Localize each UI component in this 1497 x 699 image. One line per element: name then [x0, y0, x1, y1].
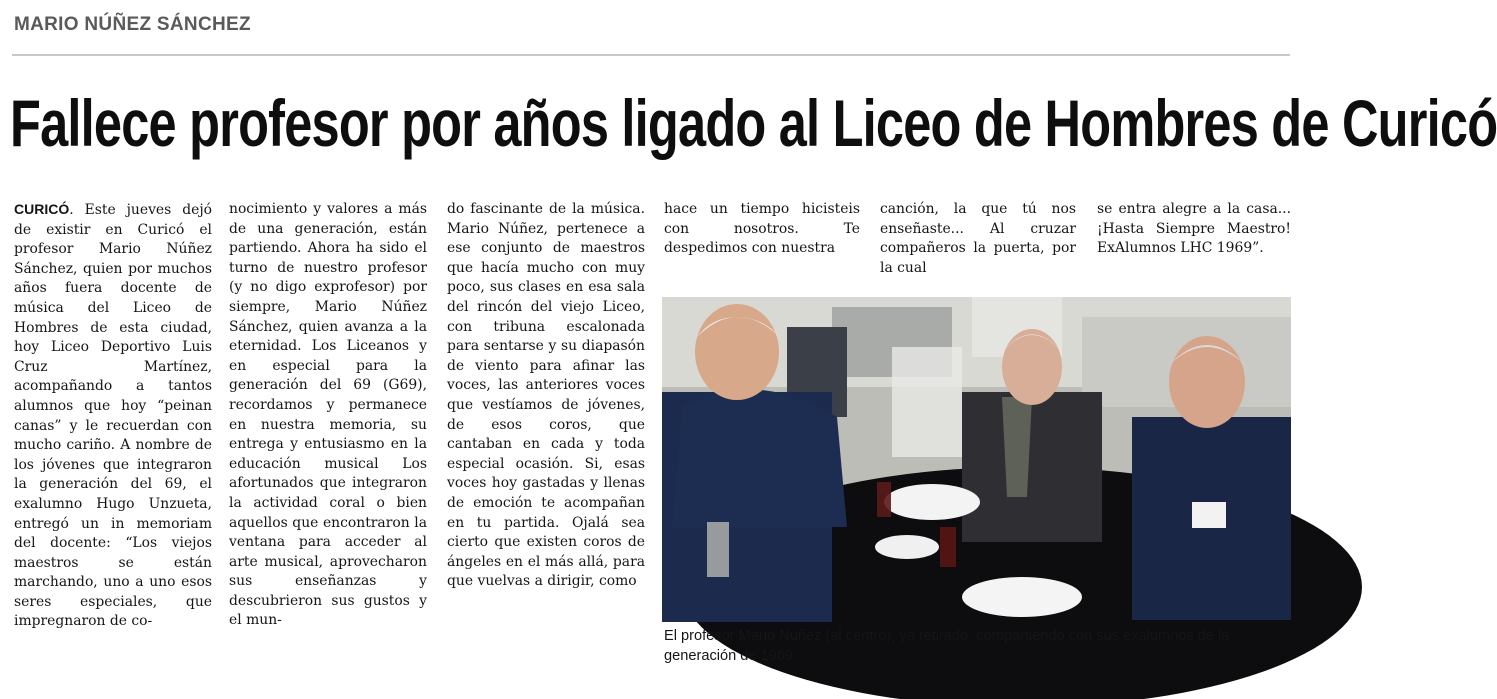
dateline: CURICÓ	[14, 201, 70, 217]
article-column-5	[880, 200, 1076, 278]
article-column-1	[14, 200, 212, 632]
article-photo	[662, 297, 1291, 620]
article-text-1: . Este jueves dejó de existir en Curicó el profesor Mario Núñez Sánchez, quien por muchos años fuera docente de música del Liceo de Hombres de esta ciudad, hoy Liceo Deportivo Luis Cruz Martínez, acompañando a tantos alumnos que hoy “peinan canas” y le recuerdan con mucho cariño. A nombre de los jóvenes que integraron la generación del 69, el exalumno Hugo Unzueta, entregó un in memoriam del docente: “Los viejos maestros se están marchando, uno a uno esos seres especiales, que impregnaron de co-	[14, 202, 212, 630]
article-text-5: canción, la que tú nos enseñaste... Al cruzar compañeros la puerta, por la cual	[880, 201, 1076, 276]
photo-caption: El profesor Mario Núñez (al centro), ya retirado, compartiendo con sus exalumnos de la generación de 1969.	[664, 628, 1230, 664]
photo-three-men-at-table-icon	[662, 297, 1291, 620]
article-text-2: nocimiento y valores a más de una generación, están partiendo. Ahora ha sido el turno de nuestro profesor (y no digo exprofesor) por siempre, Mario Núñez Sánchez, quien avanza a la eternidad. Los Liceanos y en especial para la generación del 69 (G69), recordamos y permanece en nuestra memoria, su entrega y entusiasmo en la educación musical Los afortunados que integraron la actividad coral o bien aquellos que encontraron la ventana para acceder al arte musical, aprovecharon sus enseñanzas y descubrieron sus gustos y el mun-	[229, 201, 427, 629]
article-text-4: hace un tiempo hicisteis con nosotros. Te despedimos con nuestra	[664, 201, 860, 257]
section-kicker: MARIO NÚÑEZ SÁNCHEZ	[14, 14, 251, 35]
article-column-4	[664, 200, 860, 259]
article-text-3: do fascinante de la música. Mario Núñez, pertenece a ese conjunto de maestros que hacía mucho con muy poco, sus clases en esa sala del rincón del viejo Liceo, con tribuna escalonada para sentarse y su diapasón de viento para afinar las voces, las anteriores voces que vestíamos de jóvenes, de esos coros, que cantaban en cada y toda especial ocasión. Si, esas voces hoy gastadas y llenas de emoción te acompañan en tu partida. Ojalá sea cierto que existen coros de ángeles en el más allá, para que vuelvas a dirigir, como	[447, 201, 645, 590]
article-column-6	[1097, 200, 1291, 259]
article-column-3	[447, 200, 645, 592]
article-column-2	[229, 200, 427, 631]
article-text-6: se entra alegre a la casa... ¡Hasta Siempre Maestro! ExAlumnos LHC 1969”.	[1097, 201, 1291, 257]
header-rule	[12, 54, 1290, 56]
headline: Fallece profesor por años ligado al Liceo de Hombres de Curicó	[10, 86, 1497, 160]
